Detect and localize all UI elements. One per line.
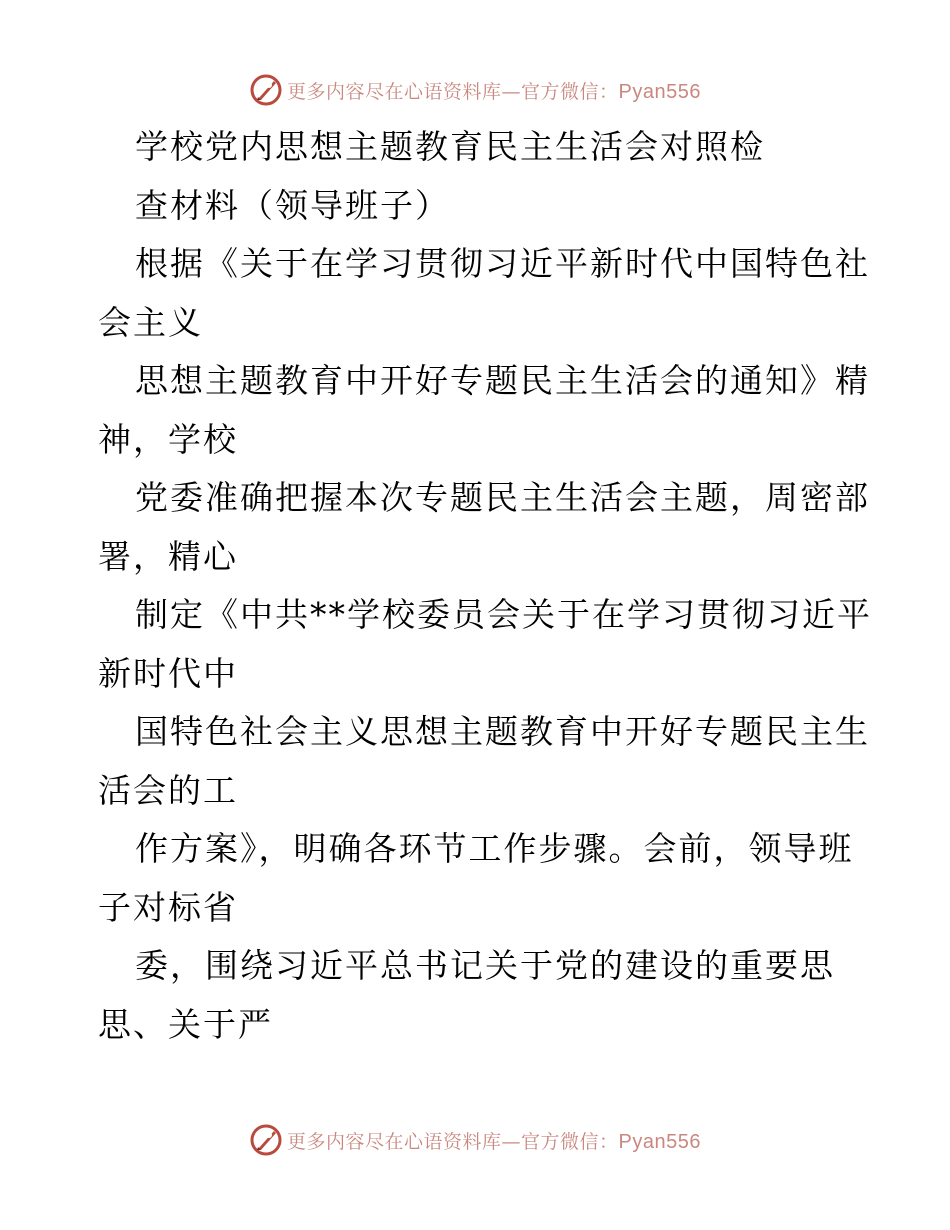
- doc-line: 会主义: [98, 302, 203, 342]
- doc-line: 党委准确把握本次专题民主生活会主题，周密部: [135, 478, 870, 517]
- header-wechat-id: Pyan556: [618, 80, 701, 103]
- doc-title-line-2: 查材料（领导班子）: [135, 185, 450, 225]
- doc-title-line-1: 学校党内思想主题教育民主生活会对照检: [135, 127, 765, 166]
- quill-pen-logo-icon: [249, 73, 283, 107]
- header-banner: [0, 70, 950, 110]
- doc-line: 作方案》，明确各环节工作步骤。会前，领导班: [135, 829, 854, 868]
- doc-line: 神，学校: [98, 419, 238, 459]
- quill-pen-logo-icon: [249, 1123, 283, 1157]
- header-brand-text: 更多内容尽在心语资料库—官方微信：: [287, 80, 619, 103]
- footer-wechat-id: Pyan556: [618, 1130, 701, 1153]
- doc-line: 根据《关于在学习贯彻习近平新时代中国特色社: [135, 244, 870, 283]
- doc-line: 署，精心: [98, 536, 238, 576]
- footer-banner: [0, 1120, 950, 1160]
- doc-line: 新时代中: [98, 653, 238, 693]
- doc-line: 活会的工: [98, 770, 238, 810]
- doc-line: 制定《中共**学校委员会关于在学习贯彻习近平: [135, 595, 872, 634]
- doc-line: 国特色社会主义思想主题教育中开好专题民主生: [135, 712, 870, 751]
- doc-line: 委，围绕习近平总书记关于党的建设的重要思: [135, 946, 835, 985]
- doc-line: 子对标省: [98, 887, 238, 927]
- doc-line: 思想主题教育中开好专题民主生活会的通知》精: [135, 361, 870, 400]
- footer-brand-text: 更多内容尽在心语资料库—官方微信：: [287, 1130, 619, 1153]
- document-body: [98, 118, 872, 1054]
- doc-line: 思、关于严: [98, 1004, 273, 1044]
